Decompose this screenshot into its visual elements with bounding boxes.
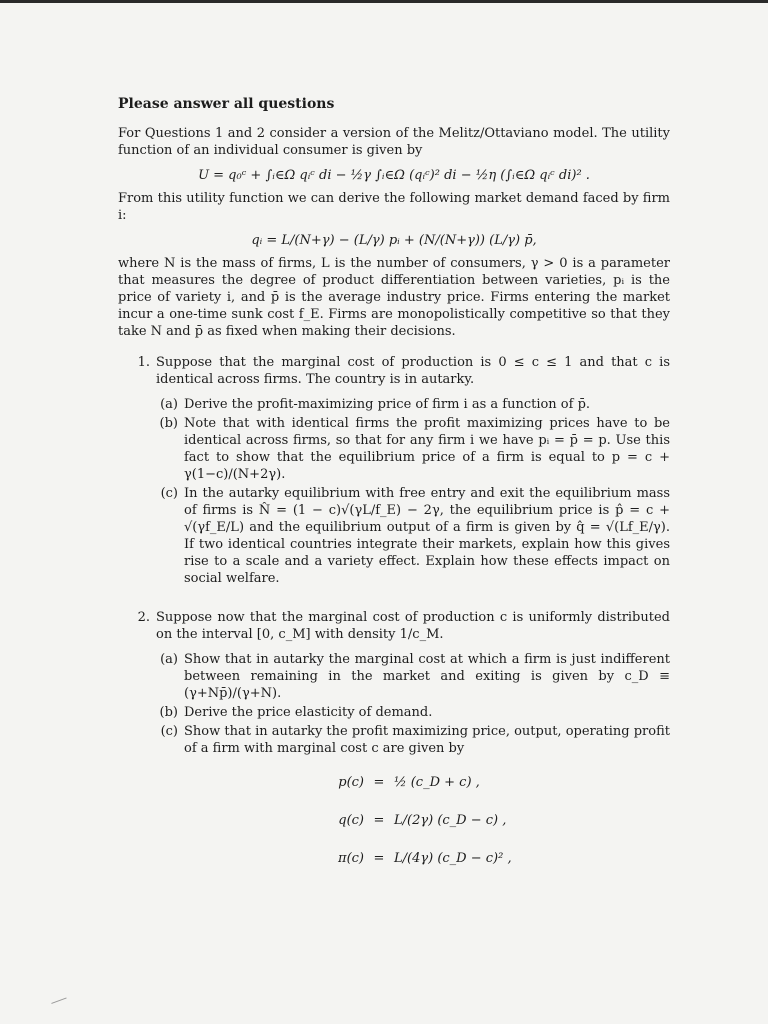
part-label: (c) (160, 486, 178, 501)
equation-rhs: ½ (c_D + c) , (394, 774, 480, 790)
part-text: Show that in autarky the marginal cost at which a firm is just indifferent between remaining in the market and exiting is given by c_D ≡ (γ+Np̄)/(γ+N). (184, 652, 670, 701)
equation-rhs: L/(4γ) (c_D − c)² , (394, 850, 512, 866)
equals-sign: = (373, 812, 385, 828)
demand-equation: qᵢ = L/(N+γ) − (L/γ) pᵢ + (N/(N+γ)) (L/γ) p̄, (251, 233, 537, 248)
question-part (156, 415, 670, 483)
top-border-line (0, 0, 768, 3)
question-number: 1. (137, 355, 150, 370)
equation-array (316, 763, 670, 877)
equals-sign: = (373, 850, 385, 866)
question-text: Suppose that the marginal cost of production is 0 ≤ c ≤ 1 and that c is identical across firms. The country is in autarky. (156, 355, 670, 387)
question-text: Suppose now that the marginal cost of production c is uniformly distributed on the interval [0, c_M] with density 1/c_M. (156, 610, 670, 642)
question-part (156, 651, 670, 702)
pen-mark (51, 997, 68, 1009)
intro-paragraph: For Questions 1 and 2 consider a version of the Melitz/Ottaviano model. The utility function of an individual consumer is given by (118, 126, 670, 158)
equation-row (316, 763, 670, 801)
utility-equation: U = q₀ᶜ + ∫ᵢ∈Ω qᵢᶜ di − ½γ ∫ᵢ∈Ω (qᵢᶜ)² di − ½η (∫ᵢ∈Ω qᵢᶜ di)² . (198, 168, 590, 183)
equation-lhs: π(c) (338, 850, 364, 866)
question-1 (118, 354, 670, 589)
question-parts (156, 651, 670, 757)
question-body (156, 609, 670, 877)
question-part (156, 723, 670, 757)
equation-row (316, 839, 670, 877)
part-label: (b) (159, 705, 178, 720)
explanation-paragraph: where N is the mass of firms, L is the number of consumers, γ > 0 is a parameter that measures the degree of product differentiation between varieties, pᵢ is the price of variety i, and p̄ is the average industry price. Firms entering the market incur a one-time sunk cost f_E. Firms are monopolistically competitive so that they take N and p̄ as fixed when making their decisions. (118, 256, 670, 339)
question-part (156, 485, 670, 587)
part-text: Derive the profit-maximizing price of firm i as a function of p̄. (184, 397, 591, 412)
question-body (156, 354, 670, 589)
part-label: (a) (160, 652, 178, 667)
question-part (156, 704, 670, 721)
question-number: 2. (137, 610, 150, 625)
part-text: Show that in autarky the profit maximizing price, output, operating profit of a firm with marginal cost c are given by (184, 724, 670, 756)
part-label: (a) (160, 397, 178, 412)
exam-page (118, 96, 670, 877)
equation-rhs: L/(2γ) (c_D − c) , (394, 812, 507, 828)
equation-lhs: p(c) (338, 774, 364, 790)
page-heading: Please answer all questions (118, 96, 335, 112)
question-part (156, 396, 670, 413)
question-2 (118, 609, 670, 877)
demand-intro: From this utility function we can derive the following market demand faced by firm i: (118, 191, 670, 223)
part-label: (b) (159, 416, 178, 431)
part-text: In the autarky equilibrium with free entry and exit the equilibrium mass of firms is N̂ = (1 − c)√(γL/f_E) − 2γ, the equilibrium price is p̂ = c + √(γf_E/L) and the equilibrium output of a firm is given by q̂ = √(Lf_E/γ). If two identical countries integrate their markets, explain how this gives rise to a scale and a variety effect. Explain how these effects impact on social welfare. (184, 486, 670, 586)
equals-sign: = (373, 774, 385, 790)
part-text: Note that with identical firms the profit maximizing prices have to be identical across firms, so that for any firm i we have pᵢ = p̄ = p. Use this fact to show that the equilibrium price of a firm is equal to p = c + γ(1−c)/(N+2γ). (184, 416, 670, 482)
part-text: Derive the price elasticity of demand. (184, 705, 433, 720)
equation-lhs: q(c) (338, 812, 364, 828)
equation-row (316, 801, 670, 839)
part-label: (c) (160, 724, 178, 739)
question-parts (156, 396, 670, 587)
